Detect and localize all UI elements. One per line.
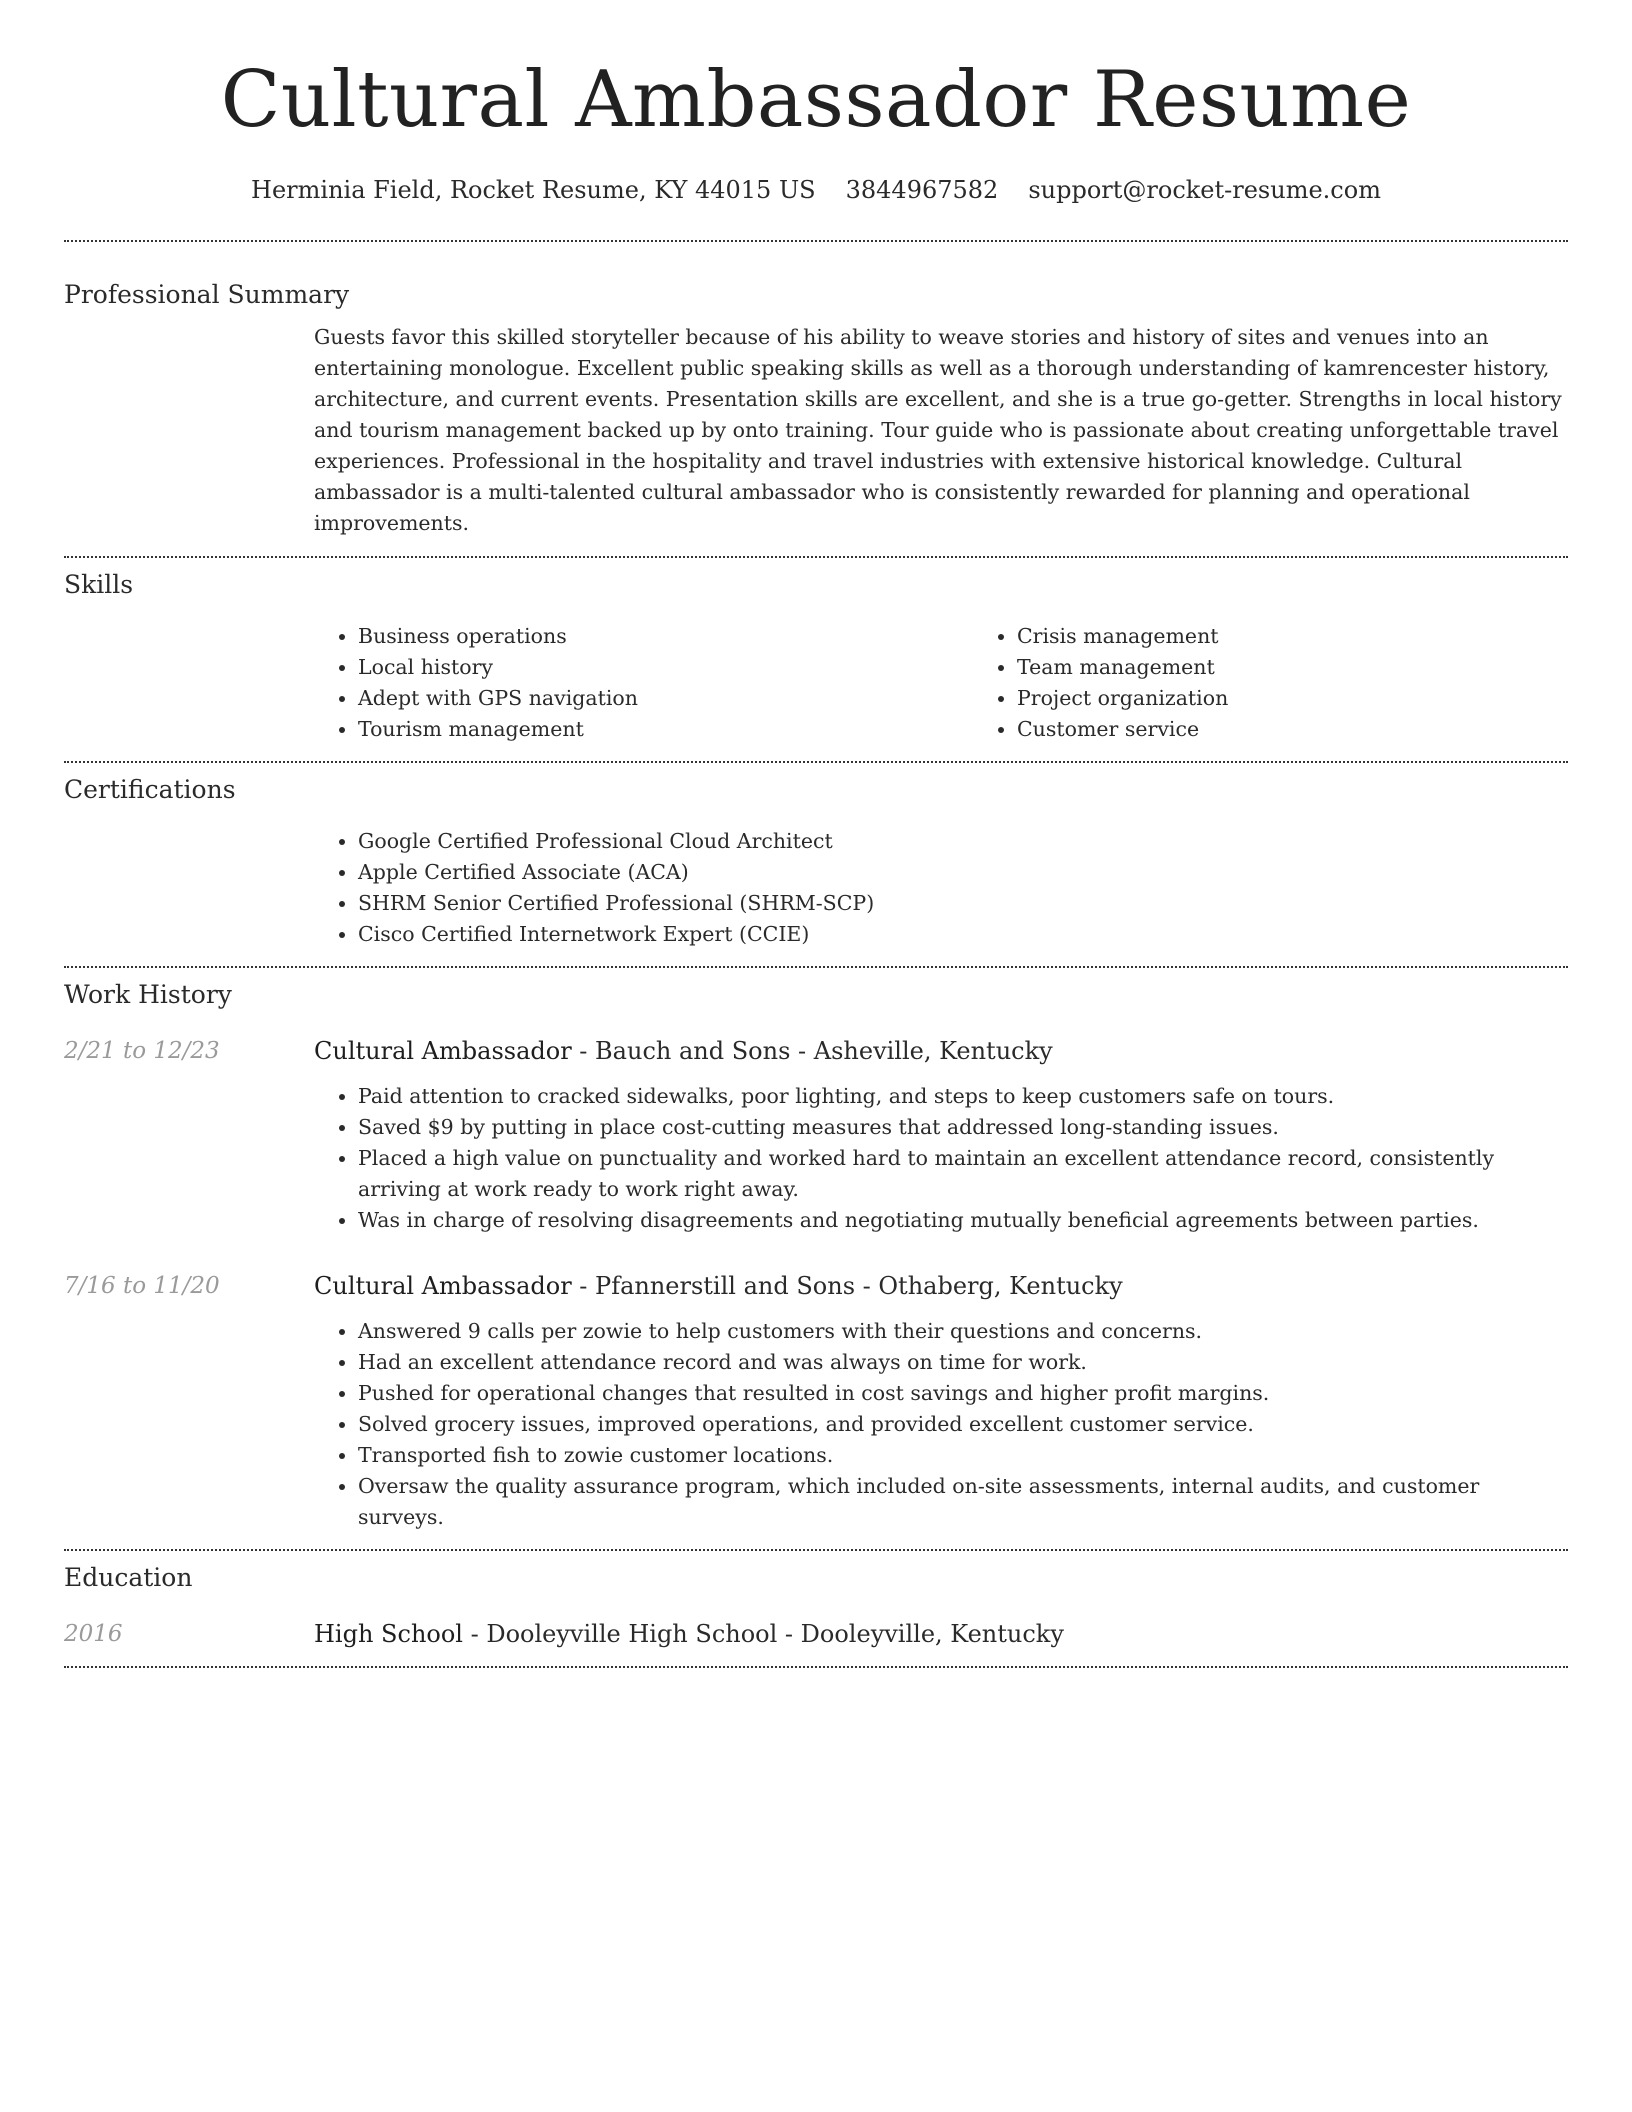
section-heading-summary: Professional Summary — [64, 280, 350, 309]
certification-item: • Apple Certified Associate (ACA) — [358, 857, 1568, 888]
contact-email: support@rocket-resume.com — [1028, 176, 1381, 204]
education-entry — [64, 1617, 1568, 1651]
skill-item: • Customer service — [1017, 714, 1632, 745]
skills-section — [64, 558, 1568, 745]
skill-item: • Team management — [1017, 652, 1632, 683]
education-school: - Dooleyville High School - Dooleyville, Kentucky — [462, 1620, 1064, 1648]
contact-address: Herminia Field, Rocket Resume, KY 44015 US — [251, 176, 816, 204]
section-heading-skills: Skills — [64, 570, 134, 599]
job-bullets — [314, 1316, 1568, 1533]
section-heading-certifications: Certifications — [64, 775, 236, 804]
contact-phone: 3844967582 — [845, 176, 999, 204]
summary-section — [64, 242, 1568, 539]
certification-item: • Cisco Certified Internetwork Expert (CCIE) — [358, 919, 1568, 950]
skill-item: • Local history — [358, 652, 973, 683]
skill-item: • Project organization — [1017, 683, 1632, 714]
certification-item: • SHRM Senior Certified Professional (SHRM-SCP) — [358, 888, 1568, 919]
divider — [64, 1666, 1568, 1668]
skills-list-left — [314, 621, 973, 745]
resume-page — [64, 0, 1568, 1668]
summary-text: Guests favor this skilled storyteller because of his ability to weave stories and history of sites and venues into an entertaining monologue. Excellent public speaking skills as well as a thorough understanding of kamrencester history, architecture, and current events. Presentation skills are excellent, and she is a true go-getter. Strengths in local history and tourism management backed up by onto training. Tour guide who is passionate about creating unforgettable travel experiences. Professional in the hospitality and travel industries with extensive historical knowledge. Cultural ambassador is a multi-talented cultural ambassador who is consistently rewarded for planning and operational improvements. — [314, 325, 1562, 535]
certifications-section — [64, 763, 1568, 950]
skill-item: • Business operations — [358, 621, 973, 652]
job-employer: - Bauch and Sons - Asheville, Kentucky — [571, 1037, 1053, 1065]
job-bullet: • Pushed for operational changes that resulted in cost savings and higher profit margins. — [358, 1378, 1568, 1409]
contact-line — [64, 172, 1568, 208]
job-bullet: • Answered 9 calls per zowie to help customers with their questions and concerns. — [358, 1316, 1568, 1347]
job-dates: 7/16 to 11/20 — [64, 1273, 220, 1299]
work-history-section — [64, 968, 1568, 1533]
skill-item: • Tourism management — [358, 714, 973, 745]
job-bullet: • Saved $9 by putting in place cost-cutting measures that addressed long-standing issues. — [358, 1112, 1568, 1143]
section-heading-education: Education — [64, 1563, 193, 1592]
education-title — [314, 1617, 1568, 1651]
skill-item: • Crisis management — [1017, 621, 1632, 652]
job-title — [314, 1034, 1568, 1068]
job-title — [314, 1269, 1568, 1303]
job-role: Cultural Ambassador — [314, 1037, 572, 1065]
education-degree: High School — [314, 1620, 463, 1648]
job-bullet: • Solved grocery issues, improved operations, and provided excellent customer service. — [358, 1409, 1568, 1440]
certifications-list — [314, 826, 1568, 950]
job-role: Cultural Ambassador — [314, 1272, 572, 1300]
certification-item: • Google Certified Professional Cloud Architect — [358, 826, 1568, 857]
job-bullet: • Paid attention to cracked sidewalks, poor lighting, and steps to keep customers safe on tours. — [358, 1081, 1568, 1112]
job-employer: - Pfannerstill and Sons - Othaberg, Kentucky — [571, 1272, 1123, 1300]
job-bullet: • Placed a high value on punctuality and worked hard to maintain an excellent attendance record, consistently arriving at work ready to work right away. — [358, 1143, 1568, 1205]
job-dates: 2/21 to 12/23 — [64, 1038, 220, 1064]
job-entry — [64, 1034, 1568, 1236]
section-heading-work-history: Work History — [64, 980, 232, 1009]
education-section — [64, 1551, 1568, 1651]
job-bullet: • Transported fish to zowie customer locations. — [358, 1440, 1568, 1471]
job-bullet: • Oversaw the quality assurance program, which included on-site assessments, internal audits, and customer surveys. — [358, 1471, 1568, 1533]
education-year: 2016 — [64, 1621, 123, 1647]
skills-list-right — [973, 621, 1632, 745]
resume-title: Cultural Ambassador Resume — [220, 55, 1412, 145]
skill-item: • Adept with GPS navigation — [358, 683, 973, 714]
job-entry — [64, 1269, 1568, 1533]
job-bullets — [314, 1081, 1568, 1236]
job-bullet: • Had an excellent attendance record and was always on time for work. — [358, 1347, 1568, 1378]
job-bullet: • Was in charge of resolving disagreements and negotiating mutually beneficial agreements between parties. — [358, 1205, 1568, 1236]
